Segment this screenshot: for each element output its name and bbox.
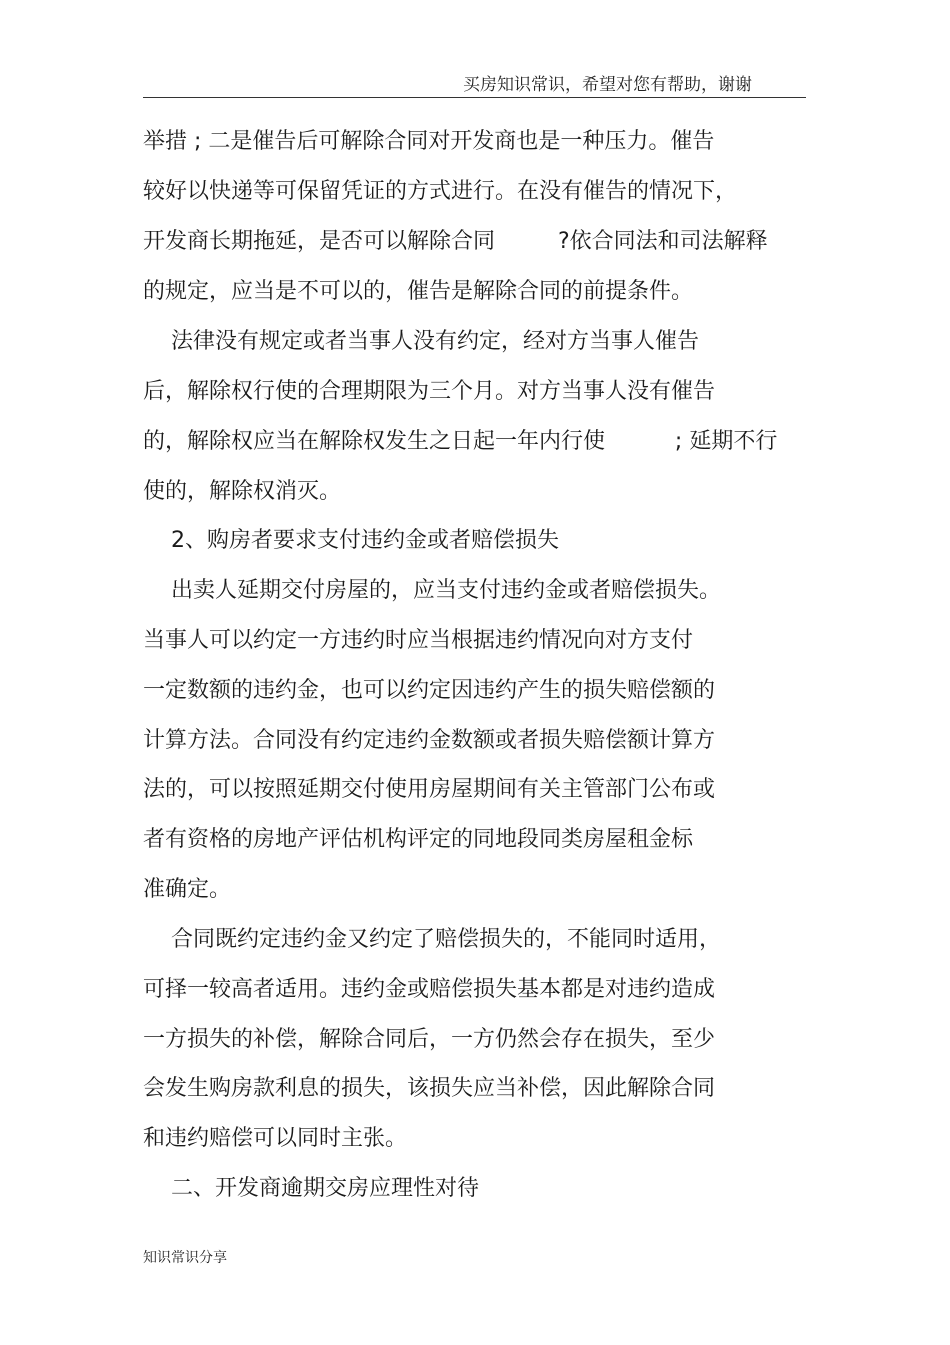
section-heading: 2、购房者要求支付违约金或者赔偿损失 xyxy=(143,528,559,553)
body-line: 当事人可以约定一方违约时应当根据违约情况向对方支付 xyxy=(143,628,694,653)
body-line: 合同既约定违约金又约定了赔偿损失的，不能同时适用， xyxy=(143,927,721,952)
body-line: 的规定，应当是不可以的，催告是解除合同的前提条件。 xyxy=(143,279,694,304)
body-line: 开发商长期拖延，是否可以解除合同 ?依合同法和司法解释 xyxy=(143,229,768,254)
body-line: 法律没有规定或者当事人没有约定，经对方当事人催告 xyxy=(143,329,699,354)
body-line: 会发生购房款利息的损失，该损失应当补偿，因此解除合同 xyxy=(143,1076,716,1101)
body-line: 计算方法。合同没有约定违约金数额或者损失赔偿额计算方 xyxy=(143,728,716,753)
body-line: 较好以快递等可保留凭证的方式进行。在没有催告的情况下， xyxy=(143,179,738,204)
section-heading: 二、开发商逾期交房应理性对待 xyxy=(143,1176,479,1201)
body-line: 出卖人延期交付房屋的，应当支付违约金或者赔偿损失。 xyxy=(143,578,721,603)
body-line: 可择一较高者适用。违约金或赔偿损失基本都是对违约造成 xyxy=(143,977,716,1002)
page-footer: 知识常识分享 xyxy=(143,1250,227,1266)
body-line: 者有资格的房地产评估机构评定的同地段同类房屋租金标 xyxy=(143,827,694,852)
page-header: 买房知识常识，希望对您有帮助，谢谢 xyxy=(463,75,752,95)
body-line: 一定数额的违约金，也可以约定因违约产生的损失赔偿额的 xyxy=(143,678,716,703)
body-line: 一方损失的补偿，解除合同后，一方仍然会存在损失，至少 xyxy=(143,1027,716,1052)
body-line: 准确定。 xyxy=(143,877,232,902)
body-line: 和违约赔偿可以同时主张。 xyxy=(143,1126,408,1151)
body-line: 法的，可以按照延期交付使用房屋期间有关主管部门公布或 xyxy=(143,777,716,802)
body-line: 后，解除权行使的合理期限为三个月。对方当事人没有催告 xyxy=(143,379,716,404)
body-line: 的，解除权应当在解除权发生之日起一年内行使 ; 延期不行 xyxy=(143,429,778,454)
body-line: 举措 ; 二是催告后可解除合同对开发商也是一种压力。催告 xyxy=(143,129,715,154)
header-divider xyxy=(143,97,806,98)
body-line: 使的，解除权消灭。 xyxy=(143,479,342,504)
